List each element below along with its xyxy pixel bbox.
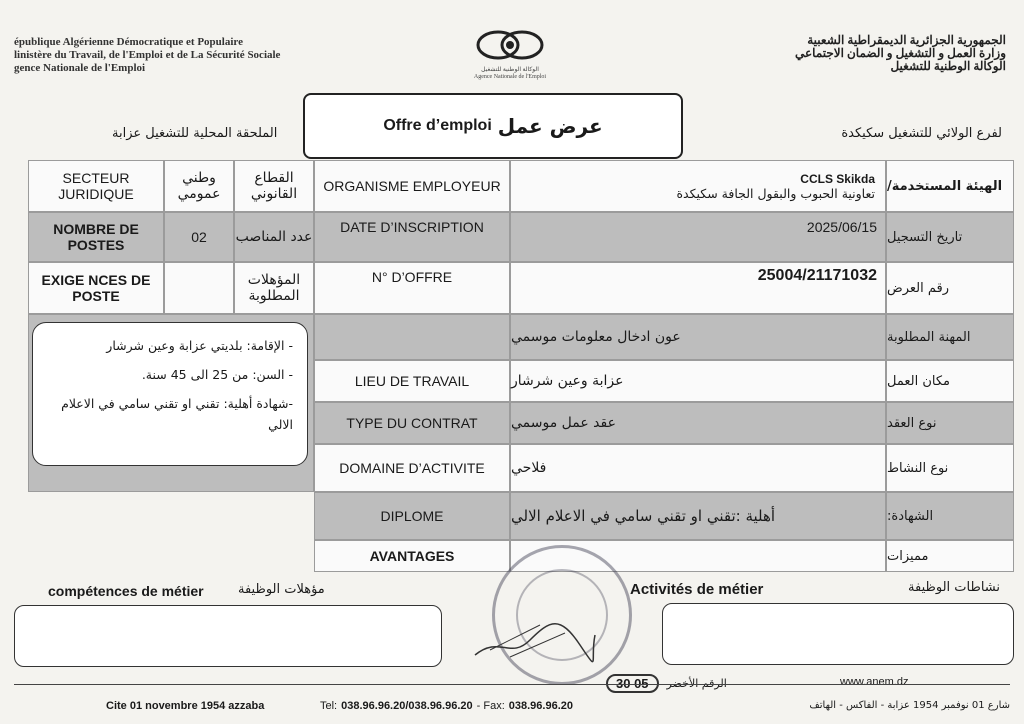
organisme-label: ORGANISME EMPLOYEUR	[314, 160, 510, 212]
secteur-value-2: عمومي	[177, 186, 221, 202]
requirement-residence: - الإقامة: بلديتي عزابة وعين شرشار	[106, 338, 293, 353]
header-arabic	[566, 34, 1006, 73]
bottom-left-blank	[28, 492, 314, 572]
anem-logo-icon	[470, 28, 550, 62]
header-ar-line3: الوكالة الوطنية للتشغيل	[890, 59, 1006, 73]
telephone-icon: Tel:	[320, 700, 338, 712]
secteur-values	[164, 160, 234, 212]
nb-postes-value: 02	[164, 212, 234, 262]
green-number-label: الرقم الأخضر	[666, 677, 727, 690]
requirements-note	[32, 322, 308, 466]
requirement-diploma: -شهادة أهلية: تقني او تقني سامي في الاعلام الالي	[61, 396, 293, 432]
lieu-label: LIEU DE TRAVAIL	[314, 360, 510, 402]
title-fr: Offre d’emploi	[383, 117, 492, 134]
activites-box	[662, 603, 1014, 665]
diplome-label: DIPLOME	[314, 492, 510, 540]
offer-title-box	[303, 93, 683, 159]
date-label-ar: تاريخ التسجيل	[886, 212, 1014, 262]
lieu-label-ar: مكان العمل	[886, 360, 1014, 402]
footer-contacts	[320, 700, 573, 712]
competences-label-ar: مؤهلات الوظيفة	[238, 582, 325, 597]
diplome-value: أهلية :تقني او تقني سامي في الاعلام الالي	[510, 492, 886, 540]
secteur-label: SECTEUR JURIDIQUE	[28, 160, 164, 212]
nb-postes-ar: عدد المناصب	[234, 212, 314, 262]
employer-name: CCLS Skikda	[800, 171, 875, 186]
metier-label-ar: المهنة المطلوبة	[886, 314, 1014, 360]
agency-left: الملحقة المحلية للتشغيل عزابة	[112, 126, 278, 141]
employer-label-ar: الهيئة المستخدمة/	[886, 160, 1014, 212]
domaine-value: فلاحي	[510, 444, 886, 492]
footer-address-fr: Cite 01 novembre 1954 azzaba	[106, 700, 265, 712]
domaine-label-ar: نوع النشاط	[886, 444, 1014, 492]
header-fr-line2: linistère du Travail, de l'Emploi et de La Sécurité Sociale	[14, 49, 281, 61]
nb-postes-label: NOMBRE DE POSTES	[28, 212, 164, 262]
secteur-label-ar: القطاع القانوني	[234, 160, 314, 212]
agency-right: لفرع الولائي للتشغيل سكيكدة	[841, 126, 1002, 141]
competences-box	[14, 605, 442, 667]
secteur-value-1: وطني	[182, 170, 216, 186]
logo-caption-ar: الوكالة الوطنية للتشغيل	[481, 67, 539, 73]
lieu-value: عزابة وعين شرشار	[510, 360, 886, 402]
date-label: DATE D’INSCRIPTION	[314, 212, 510, 262]
offre-label-ar: رقم العرض	[886, 262, 1014, 314]
employer-cell	[510, 160, 886, 212]
header-fr-line3: gence Nationale de l'Emploi	[14, 62, 146, 74]
footer-rule	[14, 684, 1010, 685]
avantages-label-ar: مميزات	[886, 540, 1014, 572]
domaine-label: DOMAINE D’ACTIVITE	[314, 444, 510, 492]
header-fr-line1: épublique Algérienne Démocratique et Populaire	[14, 36, 243, 48]
exig-empty	[164, 262, 234, 314]
green-number: 30 05	[606, 674, 659, 693]
offre-label: N° D’OFFRE	[314, 262, 510, 314]
title-ar: عرض عمل	[497, 114, 603, 138]
header-french	[14, 36, 404, 75]
diplome-label-ar: الشهادة:	[886, 492, 1014, 540]
exig-label: EXIGE NCES DE POSTE	[28, 262, 164, 314]
exig-ar: المؤهلات المطلوبة	[234, 262, 314, 314]
footer-fax: 038.96.96.20	[508, 700, 573, 712]
logo-caption-fr: Agence Nationale de l'Emploi	[473, 74, 547, 80]
header-ar-line2: وزارة العمل و التشغيل و الضمان الاجتماعي	[795, 46, 1006, 60]
contrat-label-ar: نوع العقد	[886, 402, 1014, 444]
footer-tel: 038.96.96.20/038.96.96.20	[341, 700, 473, 712]
metier-empty	[314, 314, 510, 360]
offre-value: 25004/21171032	[510, 262, 886, 314]
website: www.anem.dz	[840, 676, 909, 688]
metier-value: عون ادخال معلومات موسمي	[510, 314, 886, 360]
activites-label-ar: نشاطات الوظيفة	[908, 580, 1000, 595]
date-value: 2025/06/15	[510, 212, 886, 262]
employer-ar: تعاونية الحبوب والبقول الجافة سكيكدة	[676, 185, 875, 201]
requirement-age: - السن: من 25 الى 45 سنة.	[141, 367, 293, 382]
competences-label-fr: compétences de métier	[48, 583, 204, 599]
fax-icon: - Fax:	[476, 700, 505, 712]
footer-address-ar: شارع 01 نوفمبر 1954 عزابة - الفاكس - الهاتف	[809, 700, 1010, 711]
avantages-label: AVANTAGES	[314, 540, 510, 572]
contrat-value: عقد عمل موسمي	[510, 402, 886, 444]
signature-scribble	[470, 605, 600, 665]
activites-label-fr: Activités de métier	[630, 581, 764, 598]
contrat-label: TYPE DU CONTRAT	[314, 402, 510, 444]
header-ar-line1: الجمهورية الجزائرية الديمقراطية الشعبية	[807, 33, 1006, 47]
